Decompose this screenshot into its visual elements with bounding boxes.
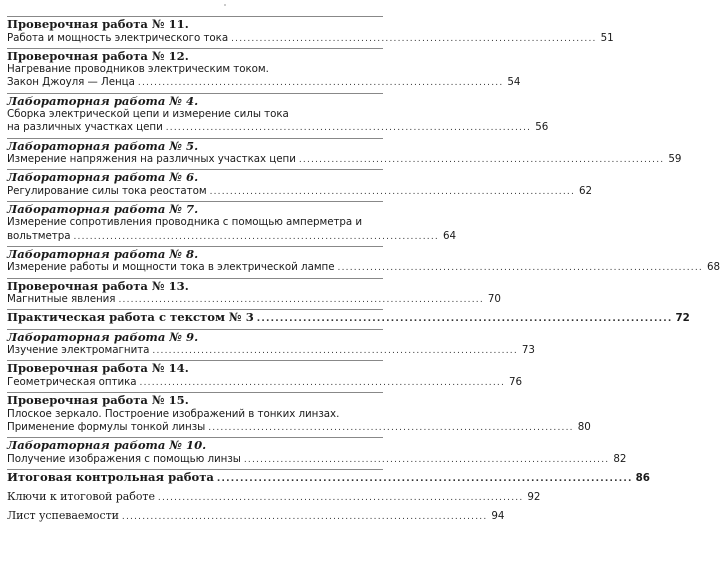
toc-entry-heading: Лабораторная работа № 7.: [7, 201, 199, 216]
dot-leader: ..........................................................................................: [118, 295, 484, 306]
toc-entry[interactable]: [7, 490, 541, 507]
toc-entry[interactable]: [7, 246, 720, 278]
page-number: 80: [577, 420, 591, 433]
page-number: 54: [507, 76, 521, 89]
page-number: 70: [487, 293, 501, 306]
toc-entry[interactable]: [7, 138, 682, 170]
page-mark: [224, 4, 226, 6]
page-number: 73: [521, 344, 535, 357]
toc-entry-text: Работа и мощность электрического тока: [7, 31, 229, 44]
page-number: 86: [635, 471, 650, 484]
toc-entry[interactable]: [7, 509, 505, 526]
toc-entry[interactable]: [7, 392, 591, 437]
dot-leader: ..........................................................................................: [216, 473, 633, 484]
toc-entry-text: Сборка электрической цепи и измерение силы тока: [7, 108, 289, 121]
dot-leader: ..........................................................................................: [73, 231, 439, 242]
dot-leader: ..........................................................................................: [157, 493, 524, 504]
toc-entry-text: на различных участках цепи: [7, 121, 163, 134]
toc-entry-heading: Лабораторная работа № 8.: [7, 246, 199, 261]
toc-entry-heading: Лабораторная работа № 10.: [7, 438, 207, 453]
dot-leader: ..........................................................................................: [209, 186, 576, 197]
toc-entry[interactable]: [7, 16, 614, 48]
page-number: 82: [613, 452, 627, 465]
toc-entry-text: Плоское зеркало. Построение изображений в тонких линзах.: [7, 407, 340, 420]
toc-entry-text: Магнитные явления: [7, 293, 116, 306]
toc-entry[interactable]: [7, 469, 650, 489]
toc-entry-heading: Проверочная работа № 13.: [7, 278, 189, 293]
toc-entry[interactable]: [7, 93, 549, 138]
toc-entry[interactable]: [7, 329, 535, 361]
dot-leader: ..........................................................................................: [243, 454, 610, 465]
toc-entry-heading: Практическая работа с текстом № 3: [7, 310, 254, 325]
page-number: 64: [442, 229, 456, 242]
toc-entry-heading: Ключи к итоговой работе: [7, 490, 155, 504]
dot-leader: ..........................................................................................: [337, 263, 703, 274]
toc-entry-heading: Лабораторная работа № 4.: [7, 93, 199, 108]
toc-entry[interactable]: [7, 48, 521, 93]
toc-entry-text: Измерение работы и мощности тока в электрической лампе: [7, 261, 335, 274]
page-number: 51: [600, 31, 614, 44]
toc-entry-heading: Проверочная работа № 14.: [7, 361, 189, 376]
dot-leader: ..........................................................................................: [121, 512, 488, 523]
page-number: 59: [668, 153, 682, 166]
page-number: 92: [527, 491, 541, 504]
toc-entry-heading: Лабораторная работа № 6.: [7, 170, 199, 185]
dot-leader: ..........................................................................................: [298, 155, 665, 166]
toc-entry-text: Закон Джоуля — Ленца: [7, 76, 135, 89]
toc-entry-text: вольтметра: [7, 229, 71, 242]
dot-leader: ..........................................................................................: [139, 377, 506, 388]
toc-entry-text: Измерение напряжения на различных участках цепи: [7, 153, 296, 166]
dot-leader: ..........................................................................................: [137, 78, 504, 89]
toc-entry[interactable]: [7, 201, 456, 246]
toc-entry-heading: Лабораторная работа № 5.: [7, 138, 199, 153]
page-number: 56: [535, 121, 549, 134]
page-number: 94: [491, 510, 505, 523]
toc-entry-text: Нагревание проводников электрическим током.: [7, 63, 269, 76]
toc-entry[interactable]: [7, 169, 593, 201]
toc-entry-text: Изучение электромагнита: [7, 344, 150, 357]
dot-leader: ..........................................................................................: [208, 422, 574, 433]
toc-entry-text: Измерение сопротивления проводника с помощью амперметра и: [7, 216, 363, 229]
dot-leader: ..........................................................................................: [256, 314, 673, 325]
toc-entry-text: Регулирование силы тока реостатом: [7, 184, 207, 197]
page-number: 72: [675, 312, 690, 325]
toc-entry[interactable]: [7, 437, 627, 469]
toc-entry[interactable]: [7, 360, 523, 392]
dot-leader: ..........................................................................................: [231, 33, 597, 44]
dot-leader: ..........................................................................................: [165, 123, 532, 134]
toc-entry-heading: Проверочная работа № 11.: [7, 17, 189, 31]
toc-entry-heading: Проверочная работа № 12.: [7, 48, 189, 63]
toc-entry-heading: Лист успеваемости: [7, 509, 119, 523]
toc-entry-text: Геометрическая оптика: [7, 375, 137, 388]
toc-entry-text: Применение формулы тонкой линзы: [7, 420, 206, 433]
toc-entry[interactable]: [7, 278, 501, 310]
page-number: 62: [579, 184, 593, 197]
toc-entry-text: Получение изображения с помощью линзы: [7, 452, 241, 465]
toc-entry-heading: Проверочная работа № 15.: [7, 393, 189, 408]
page-number: 76: [509, 375, 523, 388]
toc-entry[interactable]: [7, 309, 690, 329]
page-number: 68: [706, 261, 720, 274]
dot-leader: ..........................................................................................: [152, 346, 518, 357]
toc-entry-heading: Лабораторная работа № 9.: [7, 329, 199, 344]
toc-entry-heading: Итоговая контрольная работа: [7, 469, 214, 484]
table-of-contents: [7, 16, 720, 527]
